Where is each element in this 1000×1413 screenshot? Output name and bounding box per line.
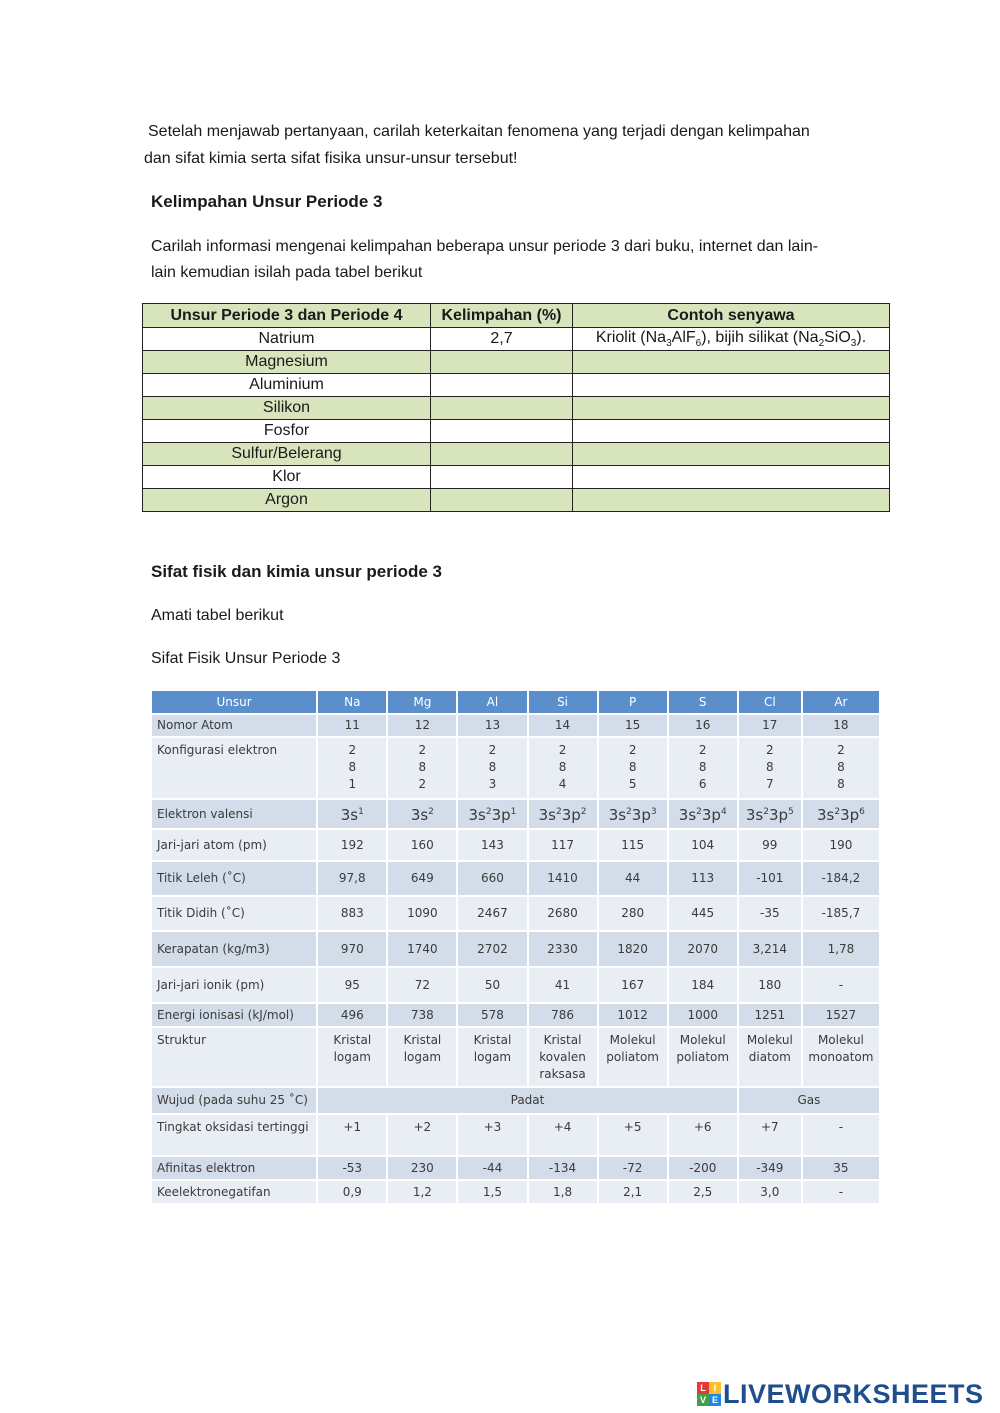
table-cell: 3,214 bbox=[739, 932, 801, 966]
table-cell: +1 bbox=[318, 1115, 386, 1155]
table-cell: 230 bbox=[388, 1157, 456, 1179]
abundance-input[interactable] bbox=[431, 351, 573, 374]
table-cell: Kristal logam bbox=[388, 1028, 456, 1086]
table-row bbox=[152, 738, 879, 798]
table-cell: +2 bbox=[388, 1115, 456, 1155]
table-cell: 2 8 1 bbox=[318, 738, 386, 798]
table-cell: 115 bbox=[599, 830, 667, 860]
table-row bbox=[152, 862, 879, 895]
row-label: Titik Didih (˚C) bbox=[152, 897, 316, 930]
abundance-input[interactable] bbox=[431, 489, 573, 512]
table-row bbox=[143, 351, 890, 374]
compound-input[interactable] bbox=[573, 443, 890, 466]
table-cell: +7 bbox=[739, 1115, 801, 1155]
table-row bbox=[152, 830, 879, 860]
header-cell: Na bbox=[318, 691, 386, 713]
row-label: Afinitas elektron bbox=[152, 1157, 316, 1179]
table-cell: 280 bbox=[599, 897, 667, 930]
intro-line-2: dan sifat kimia serta sifat fisika unsur-unsur tersebut! bbox=[144, 150, 518, 167]
element-cell: Natrium bbox=[143, 328, 431, 351]
table-cell: $3s^23p^1$ bbox=[458, 800, 526, 828]
table-cell: Kristal logam bbox=[318, 1028, 386, 1086]
table-cell: 192 bbox=[318, 830, 386, 860]
header-cell: Al bbox=[458, 691, 526, 713]
table-cell: - bbox=[803, 1115, 879, 1155]
table-row bbox=[152, 897, 879, 930]
table-cell: Molekul diatom bbox=[739, 1028, 801, 1086]
row-label: Energi ionisasi (kJ/mol) bbox=[152, 1004, 316, 1026]
table-cell: $3s^23p^6$ bbox=[803, 800, 879, 828]
element-cell: Aluminium bbox=[143, 374, 431, 397]
row-label: Titik Leleh (˚C) bbox=[152, 862, 316, 895]
table-cell: 1,2 bbox=[388, 1181, 456, 1203]
header-compound: Contoh senyawa bbox=[573, 304, 890, 328]
table-cell: 97,8 bbox=[318, 862, 386, 895]
table-cell: -35 bbox=[739, 897, 801, 930]
table-cell: -185,7 bbox=[803, 897, 879, 930]
table-cell: 1090 bbox=[388, 897, 456, 930]
table-cell: 3,0 bbox=[739, 1181, 801, 1203]
section-heading-abundance: Kelimpahan Unsur Periode 3 bbox=[151, 192, 383, 211]
header-cell: Si bbox=[529, 691, 597, 713]
table-cell: 2 8 7 bbox=[739, 738, 801, 798]
table-cell: 1740 bbox=[388, 932, 456, 966]
abundance-input[interactable] bbox=[431, 466, 573, 489]
table-row bbox=[143, 420, 890, 443]
table-cell: 2 8 5 bbox=[599, 738, 667, 798]
table-cell: -53 bbox=[318, 1157, 386, 1179]
table-cell: 660 bbox=[458, 862, 526, 895]
compound-input[interactable] bbox=[573, 489, 890, 512]
table-cell: 0,9 bbox=[318, 1181, 386, 1203]
table-cell: 15 bbox=[599, 715, 667, 736]
table-cell: +5 bbox=[599, 1115, 667, 1155]
abundance-input[interactable] bbox=[431, 374, 573, 397]
table-cell: 2 8 2 bbox=[388, 738, 456, 798]
compound-input[interactable] bbox=[573, 397, 890, 420]
table-row bbox=[143, 466, 890, 489]
table-cell: 11 bbox=[318, 715, 386, 736]
header-element: Unsur Periode 3 dan Periode 4 bbox=[143, 304, 431, 328]
table-cell: Molekul monoatom bbox=[803, 1028, 879, 1086]
abundance-cell: 2,7 bbox=[431, 328, 573, 351]
table-cell: 1012 bbox=[599, 1004, 667, 1026]
table-cell: 1527 bbox=[803, 1004, 879, 1026]
table-cell: - bbox=[803, 1181, 879, 1203]
table-cell: -200 bbox=[669, 1157, 737, 1179]
table-cell: 2,5 bbox=[669, 1181, 737, 1203]
row-label: Wujud (pada suhu 25 ˚C) bbox=[152, 1088, 316, 1113]
table-row bbox=[152, 1028, 879, 1086]
table-cell: -134 bbox=[529, 1157, 597, 1179]
table-cell: -184,2 bbox=[803, 862, 879, 895]
table-cell: 180 bbox=[739, 968, 801, 1002]
element-cell: Klor bbox=[143, 466, 431, 489]
table-cell: 496 bbox=[318, 1004, 386, 1026]
row-label: Nomor Atom bbox=[152, 715, 316, 736]
table-cell: 41 bbox=[529, 968, 597, 1002]
table-row bbox=[152, 932, 879, 966]
table-cell: -101 bbox=[739, 862, 801, 895]
table-cell: 1,8 bbox=[529, 1181, 597, 1203]
table-cell: 2070 bbox=[669, 932, 737, 966]
row-label: Keelektronegatifan bbox=[152, 1181, 316, 1203]
table-cell: 72 bbox=[388, 968, 456, 1002]
table-cell: 883 bbox=[318, 897, 386, 930]
table-cell: 2467 bbox=[458, 897, 526, 930]
table-cell: 738 bbox=[388, 1004, 456, 1026]
table-cell: $3s^23p^5$ bbox=[739, 800, 801, 828]
table-cell: 1251 bbox=[739, 1004, 801, 1026]
table-row bbox=[152, 1088, 879, 1113]
table-header-row bbox=[152, 691, 879, 713]
table-cell: +4 bbox=[529, 1115, 597, 1155]
intro-line-1: Setelah menjawab pertanyaan, carilah keterkaitan fenomena yang terjadi dengan kelimpahan bbox=[148, 123, 810, 140]
instruction-line-1: Carilah informasi mengenai kelimpahan beberapa unsur periode 3 dari buku, internet dan lain- bbox=[151, 238, 819, 255]
table-cell: 44 bbox=[599, 862, 667, 895]
table-cell: 12 bbox=[388, 715, 456, 736]
compound-cell: Kriolit $(Na_3AlF_6)$, bijih silikat $(Na_2SiO_3)$. bbox=[573, 328, 890, 351]
table-row bbox=[143, 443, 890, 466]
liveworksheets-logo-icon: L I V E bbox=[697, 1382, 721, 1406]
table-cell: 2680 bbox=[529, 897, 597, 930]
compound-input[interactable] bbox=[573, 420, 890, 443]
table-cell: Kristal kovalen raksasa bbox=[529, 1028, 597, 1086]
table-cell: 970 bbox=[318, 932, 386, 966]
table-cell: -72 bbox=[599, 1157, 667, 1179]
abundance-input[interactable] bbox=[431, 443, 573, 466]
table-cell: $3s^23p^4$ bbox=[669, 800, 737, 828]
row-label: Tingkat oksidasi tertinggi bbox=[152, 1115, 316, 1155]
table-cell: 2702 bbox=[458, 932, 526, 966]
liveworksheets-logo bbox=[697, 1377, 984, 1411]
table-cell: 95 bbox=[318, 968, 386, 1002]
table-cell: 14 bbox=[529, 715, 597, 736]
table-row bbox=[152, 1181, 879, 1203]
header-cell: P bbox=[599, 691, 667, 713]
section-heading-properties: Sifat fisik dan kimia unsur periode 3 bbox=[151, 562, 442, 581]
table-cell: 143 bbox=[458, 830, 526, 860]
table-cell: 1,78 bbox=[803, 932, 879, 966]
observe-text: Amati tabel berikut bbox=[151, 607, 284, 624]
table-cell: 13 bbox=[458, 715, 526, 736]
row-label: Elektron valensi bbox=[152, 800, 316, 828]
table-cell: 2330 bbox=[529, 932, 597, 966]
table-row bbox=[143, 397, 890, 420]
abundance-input[interactable] bbox=[431, 420, 573, 443]
table-cell: -349 bbox=[739, 1157, 801, 1179]
row-label: Konfigurasi elektron bbox=[152, 738, 316, 798]
properties-table bbox=[150, 689, 881, 1205]
table-row bbox=[143, 328, 890, 351]
table-row bbox=[152, 800, 879, 828]
table-cell: 2 8 3 bbox=[458, 738, 526, 798]
table-cell: 18 bbox=[803, 715, 879, 736]
table-cell: 50 bbox=[458, 968, 526, 1002]
table-cell: 104 bbox=[669, 830, 737, 860]
table-cell: -44 bbox=[458, 1157, 526, 1179]
header-cell: S bbox=[669, 691, 737, 713]
header-cell: Unsur bbox=[152, 691, 316, 713]
table-row bbox=[152, 1004, 879, 1026]
table-row bbox=[152, 1115, 879, 1155]
header-cell: Mg bbox=[388, 691, 456, 713]
element-cell: Sulfur/Belerang bbox=[143, 443, 431, 466]
table-cell: 2 8 4 bbox=[529, 738, 597, 798]
instruction-line-2: lain kemudian isilah pada tabel berikut bbox=[151, 264, 423, 281]
row-label: Kerapatan (kg/m3) bbox=[152, 932, 316, 966]
table-cell: 1000 bbox=[669, 1004, 737, 1026]
table-cell: 2 8 6 bbox=[669, 738, 737, 798]
header-abundance: Kelimpahan (%) bbox=[431, 304, 573, 328]
table-cell: 167 bbox=[599, 968, 667, 1002]
table-row bbox=[152, 715, 879, 736]
table-row bbox=[152, 968, 879, 1002]
table-cell: 17 bbox=[739, 715, 801, 736]
state-solid-cell: Padat bbox=[318, 1088, 737, 1113]
table-row bbox=[143, 374, 890, 397]
table-cell: 184 bbox=[669, 968, 737, 1002]
element-cell: Magnesium bbox=[143, 351, 431, 374]
table-cell: 2 8 8 bbox=[803, 738, 879, 798]
table-cell: 649 bbox=[388, 862, 456, 895]
compound-input[interactable] bbox=[573, 466, 890, 489]
table-cell: 117 bbox=[529, 830, 597, 860]
table-cell: 2,1 bbox=[599, 1181, 667, 1203]
table-cell: Molekul poliatom bbox=[669, 1028, 737, 1086]
table-cell: $3s^1$ bbox=[318, 800, 386, 828]
table-cell: +3 bbox=[458, 1115, 526, 1155]
table-cell: 160 bbox=[388, 830, 456, 860]
table-cell: Kristal logam bbox=[458, 1028, 526, 1086]
row-label: Jari-jari atom (pm) bbox=[152, 830, 316, 860]
table-cell: 16 bbox=[669, 715, 737, 736]
compound-input[interactable] bbox=[573, 374, 890, 397]
table-cell: 35 bbox=[803, 1157, 879, 1179]
table-cell: 113 bbox=[669, 862, 737, 895]
table-row bbox=[143, 489, 890, 512]
liveworksheets-logo-text: LIVEWORKSHEETS bbox=[723, 1378, 984, 1409]
table-cell: $3s^2$ bbox=[388, 800, 456, 828]
table-cell: 1820 bbox=[599, 932, 667, 966]
table-cell: - bbox=[803, 968, 879, 1002]
compound-input[interactable] bbox=[573, 351, 890, 374]
table-cell: 578 bbox=[458, 1004, 526, 1026]
table-cell: +6 bbox=[669, 1115, 737, 1155]
state-gas-cell: Gas bbox=[739, 1088, 879, 1113]
table-cell: $3s^23p^3$ bbox=[599, 800, 667, 828]
table-cell: 190 bbox=[803, 830, 879, 860]
abundance-input[interactable] bbox=[431, 397, 573, 420]
table-cell: $3s^23p^2$ bbox=[529, 800, 597, 828]
table-cell: 786 bbox=[529, 1004, 597, 1026]
element-cell: Silikon bbox=[143, 397, 431, 420]
element-cell: Argon bbox=[143, 489, 431, 512]
table-cell: 445 bbox=[669, 897, 737, 930]
table-cell: Molekul poliatom bbox=[599, 1028, 667, 1086]
table-cell: 1,5 bbox=[458, 1181, 526, 1203]
table-row bbox=[152, 1157, 879, 1179]
table-cell: 1410 bbox=[529, 862, 597, 895]
row-label: Jari-jari ionik (pm) bbox=[152, 968, 316, 1002]
table-cell: 99 bbox=[739, 830, 801, 860]
row-label: Struktur bbox=[152, 1028, 316, 1086]
header-cell: Ar bbox=[803, 691, 879, 713]
abundance-table bbox=[142, 303, 890, 512]
element-cell: Fosfor bbox=[143, 420, 431, 443]
header-cell: Cl bbox=[739, 691, 801, 713]
table-caption: Sifat Fisik Unsur Periode 3 bbox=[151, 650, 341, 667]
